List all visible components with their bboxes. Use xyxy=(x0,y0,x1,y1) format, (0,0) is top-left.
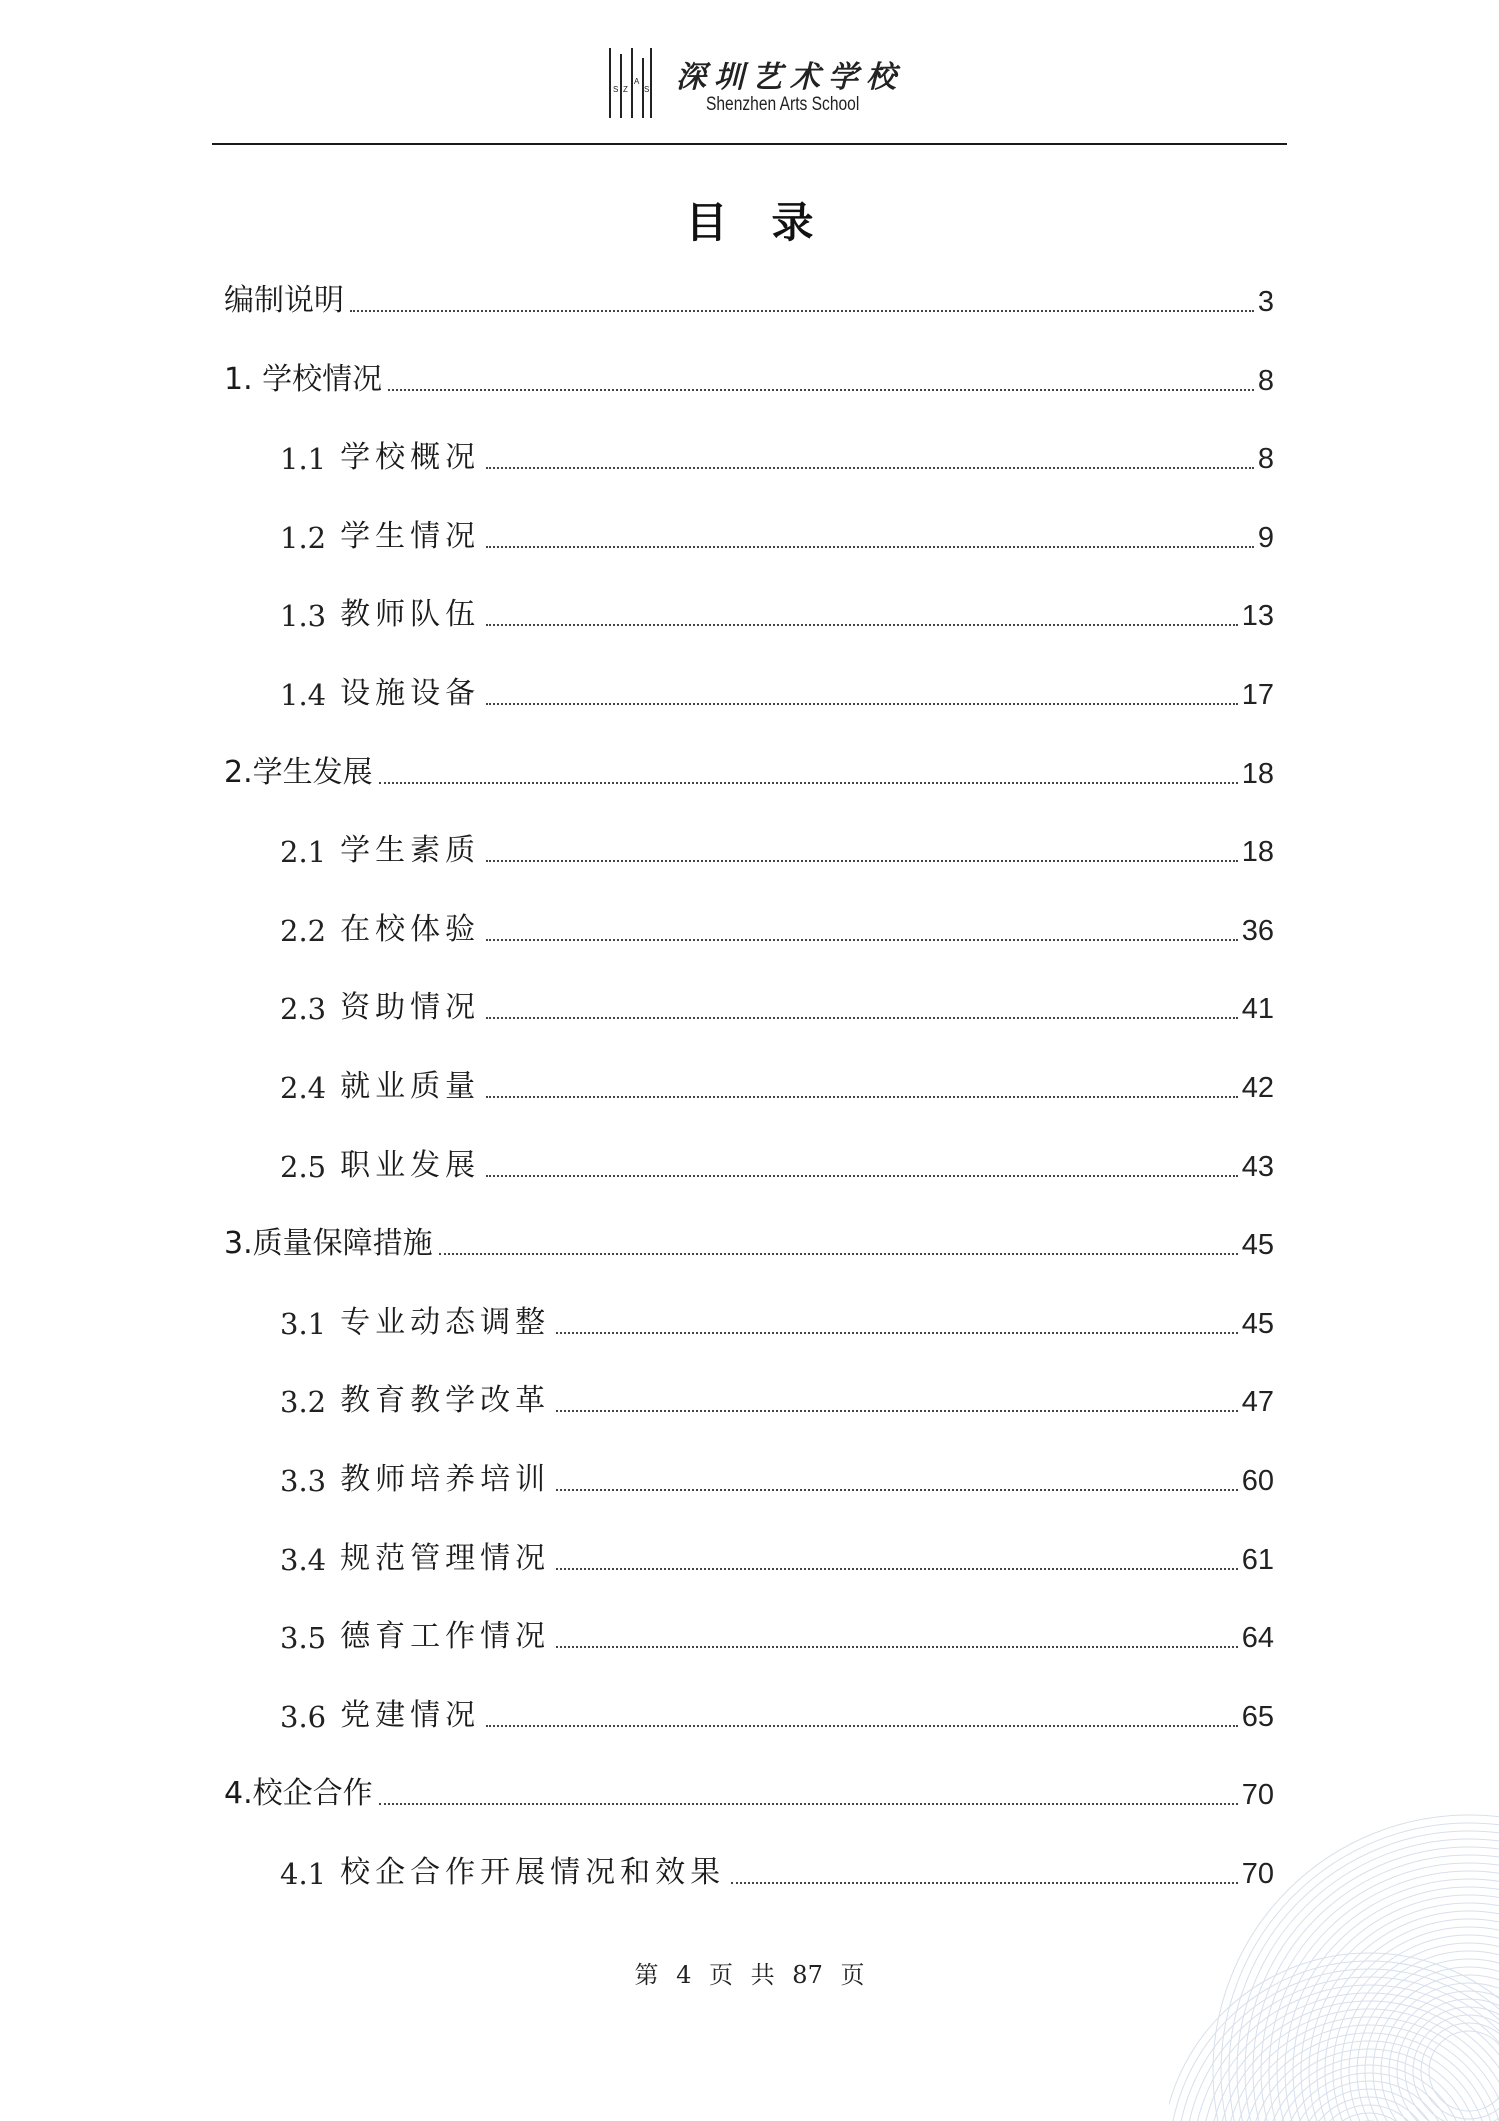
toc-dot-leader xyxy=(486,467,1254,469)
toc-entry[interactable] xyxy=(224,1772,1274,1812)
toc-entry[interactable] xyxy=(224,751,1274,791)
toc-entry-label: 在校体验 xyxy=(340,911,481,947)
toc-entry[interactable] xyxy=(280,986,1274,1026)
toc-entry[interactable] xyxy=(280,1301,1274,1341)
toc-entry-page-number: 18 xyxy=(1241,757,1274,790)
toc-entry[interactable] xyxy=(280,1615,1274,1655)
toc-entry[interactable] xyxy=(280,436,1274,476)
toc-entry[interactable] xyxy=(224,1222,1274,1262)
toc-dot-leader xyxy=(388,389,1254,391)
toc-entry-page-number: 3 xyxy=(1257,286,1274,318)
toc-entry-number: 3.3 xyxy=(280,1464,327,1498)
toc-dot-leader xyxy=(556,1568,1238,1570)
toc-entry[interactable] xyxy=(280,1379,1274,1419)
toc-dot-leader xyxy=(379,782,1238,784)
toc-entry-label: 党建情况 xyxy=(340,1697,481,1733)
toc-dot-leader xyxy=(556,1410,1238,1412)
toc-entry-label: 就业质量 xyxy=(340,1069,481,1104)
school-logo-icon xyxy=(607,48,653,118)
toc-dot-leader xyxy=(350,310,1254,312)
toc-entry[interactable] xyxy=(280,1851,1274,1891)
toc-entry-label: 资助情况 xyxy=(340,990,481,1026)
toc-entry-page-number: 17 xyxy=(1241,679,1274,711)
toc-entry-label: 教师培养培训 xyxy=(340,1462,551,1497)
toc-entry-page-number: 65 xyxy=(1241,1700,1274,1733)
toc-entry-label: 职业发展 xyxy=(340,1147,481,1183)
toc-entry[interactable] xyxy=(280,593,1274,633)
toc-dot-leader xyxy=(486,939,1238,941)
toc-entry-number: 3.1 xyxy=(280,1306,327,1341)
toc-entry-number: 1.3 xyxy=(280,599,327,634)
toc-entry-label: 德育工作情况 xyxy=(340,1619,551,1655)
toc-entry-number: 3.4 xyxy=(280,1542,327,1577)
toc-entry-page-number: 13 xyxy=(1241,600,1274,633)
toc-entry[interactable] xyxy=(224,279,1274,319)
toc-entry-label: 4.校企合作 xyxy=(224,1776,373,1812)
toc-entry-number: 2.3 xyxy=(280,992,327,1027)
toc-entry-page-number: 61 xyxy=(1241,1543,1274,1576)
toc-entry-page-number: 41 xyxy=(1241,993,1274,1026)
toc-entry-page-number: 36 xyxy=(1241,914,1274,947)
toc-entry-page-number: 70 xyxy=(1241,1858,1274,1890)
toc-entry-page-number: 60 xyxy=(1241,1465,1274,1497)
toc-entry-page-number: 18 xyxy=(1241,836,1274,869)
svg-text:Z: Z xyxy=(623,85,628,94)
toc-dot-leader xyxy=(486,546,1254,548)
toc-entry-page-number: 64 xyxy=(1241,1622,1274,1655)
toc-entry-page-number: 8 xyxy=(1257,364,1274,397)
toc-entry-label: 规范管理情况 xyxy=(340,1540,551,1576)
toc-dot-leader xyxy=(556,1332,1238,1334)
toc-entry-label: 设施设备 xyxy=(340,676,481,711)
toc-entry[interactable] xyxy=(280,515,1274,555)
toc-dot-leader xyxy=(439,1253,1238,1255)
toc-entry-page-number: 70 xyxy=(1241,1779,1274,1812)
toc-entry-label: 校企合作开展情况和效果 xyxy=(340,1855,726,1890)
toc-entry-number: 3.2 xyxy=(280,1385,327,1420)
toc-entry-label: 学生情况 xyxy=(340,518,481,554)
toc-entry-number: 2.1 xyxy=(280,835,327,870)
toc-entry-label: 教育教学改革 xyxy=(340,1383,551,1419)
toc-entry[interactable] xyxy=(280,1694,1274,1734)
toc-entry[interactable] xyxy=(280,908,1274,948)
toc-entry-label: 2.学生发展 xyxy=(224,754,373,790)
toc-entry-number: 1.1 xyxy=(280,442,327,477)
decor-ring xyxy=(1245,1847,1499,2121)
decor-ring xyxy=(1321,2113,1417,2121)
toc-entry-label: 3.质量保障措施 xyxy=(224,1226,433,1262)
toc-entry-page-number: 8 xyxy=(1257,443,1274,476)
toc-dot-leader xyxy=(556,1646,1238,1648)
toc-entry-label: 学校概况 xyxy=(340,440,481,476)
toc-entry[interactable] xyxy=(280,1144,1274,1184)
toc-entry-page-number: 47 xyxy=(1241,1386,1274,1419)
svg-text:S: S xyxy=(613,85,619,94)
toc-entry[interactable] xyxy=(280,672,1274,712)
toc-dot-leader xyxy=(731,1882,1238,1884)
page-title: 目录 xyxy=(685,198,858,247)
toc-entry[interactable] xyxy=(280,1065,1274,1105)
school-name-english: Shenzhen Arts School xyxy=(706,94,860,115)
page-footer: 第 4 页 共 87 页 xyxy=(634,1961,865,1989)
toc-entry-page-number: 9 xyxy=(1257,521,1274,554)
toc-entry-number: 2.2 xyxy=(280,913,327,948)
toc-entry-label: 编制说明 xyxy=(224,283,344,318)
toc-entry-number: 3.5 xyxy=(280,1621,327,1656)
decorative-circles-icon xyxy=(1169,1601,1499,2121)
toc-entry-label: 专业动态调整 xyxy=(340,1304,551,1340)
toc-entry[interactable] xyxy=(280,1537,1274,1577)
toc-entry-number: 3.6 xyxy=(280,1699,327,1734)
toc-dot-leader xyxy=(556,1489,1238,1491)
toc-dot-leader xyxy=(486,703,1238,705)
toc-entry-number: 4.1 xyxy=(280,1857,327,1891)
toc-dot-leader xyxy=(486,1017,1238,1019)
toc-dot-leader xyxy=(486,624,1238,626)
toc-entry-number: 1.2 xyxy=(280,520,327,555)
toc-entry-number: 2.5 xyxy=(280,1149,327,1184)
toc-entry-page-number: 42 xyxy=(1241,1072,1274,1104)
page-header xyxy=(0,40,1499,125)
toc-entry-label: 学生素质 xyxy=(340,833,481,869)
toc-entry-number: 1.4 xyxy=(280,678,327,712)
toc-dot-leader xyxy=(486,1096,1238,1098)
toc-dot-leader xyxy=(379,1803,1238,1805)
toc-dot-leader xyxy=(486,860,1238,862)
toc-entry-page-number: 43 xyxy=(1241,1150,1274,1183)
toc-entry[interactable] xyxy=(280,829,1274,869)
toc-entry[interactable] xyxy=(280,1458,1274,1498)
toc-entry-label: 1. 学校情况 xyxy=(224,361,383,397)
toc-entry[interactable] xyxy=(224,358,1274,398)
toc-dot-leader xyxy=(486,1175,1238,1177)
toc-entry-page-number: 45 xyxy=(1241,1307,1274,1340)
svg-text:A: A xyxy=(634,77,640,86)
toc-entry-label: 教师队伍 xyxy=(340,597,481,633)
toc-entry-number: 2.4 xyxy=(280,1071,327,1105)
school-name-chinese: 深圳艺术学校 xyxy=(676,60,904,95)
toc-entry-page-number: 45 xyxy=(1241,1229,1274,1262)
toc-dot-leader xyxy=(486,1725,1238,1727)
header-divider xyxy=(212,143,1287,145)
svg-text:S: S xyxy=(644,85,650,94)
